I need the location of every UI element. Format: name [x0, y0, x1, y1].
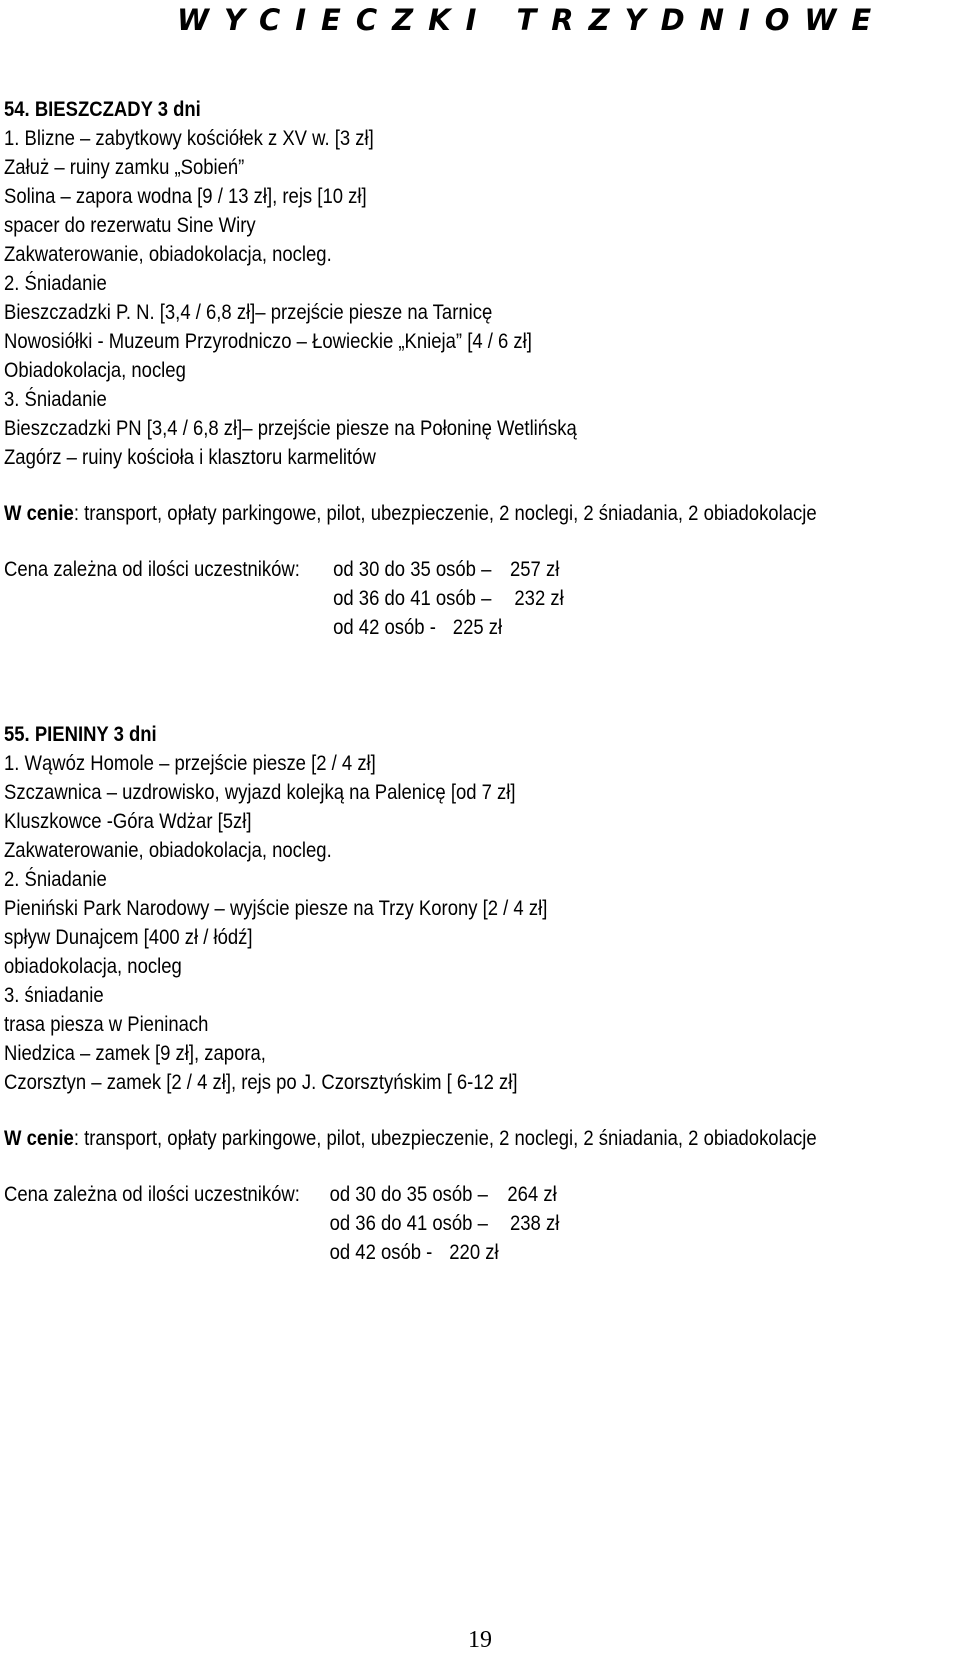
- itinerary-line: spływ Dunajcem [400 zł / łódź]: [4, 926, 253, 949]
- price-row: [4, 1238, 840, 1267]
- itinerary-line: 3. śniadanie: [4, 984, 104, 1007]
- price-amount: 238 zł: [510, 1212, 560, 1235]
- price-includes-text: : transport, opłaty parkingowe, pilot, ubezpieczenie, 2 noclegi, 2 śniadania, 2 obiadokolacje: [73, 502, 817, 525]
- itinerary-line: Pieniński Park Narodowy – wyjście piesze na Trzy Korony [2 / 4 zł]: [4, 897, 548, 920]
- trip-title: 55. PIENINY 3 dni: [4, 723, 157, 746]
- itinerary-line: Kluszkowce -Góra Wdżar [5zł]: [4, 810, 252, 833]
- price-amount: 225 zł: [452, 616, 503, 639]
- price-range: od 42 osób -: [329, 1241, 433, 1264]
- trip-title: 54. BIESZCZADY 3 dni: [4, 98, 201, 121]
- price-lead: Cena zależna od ilości uczestników:: [4, 1183, 300, 1206]
- itinerary-line: 1. Wąwóz Homole – przejście piesze [2 / 4 zł]: [4, 752, 376, 775]
- price-range: od 42 osób -: [333, 616, 436, 639]
- price-lead: Cena zależna od ilości uczestników:: [4, 558, 300, 581]
- itinerary-line: Czorsztyn – zamek [2 / 4 zł], rejs po J. Czorsztyńskim [ 6-12 zł]: [4, 1071, 518, 1094]
- price-range: od 30 do 35 osób –: [333, 558, 492, 581]
- price-amount: 257 zł: [510, 558, 560, 581]
- itinerary-line: 2. Śniadanie: [4, 272, 107, 295]
- price-includes: [4, 499, 840, 528]
- itinerary-line: Załuż – ruiny zamku „Sobień”: [4, 156, 245, 179]
- price-amount: 264 zł: [507, 1183, 557, 1206]
- price-range: od 36 do 41 osób –: [333, 587, 492, 610]
- price-includes-text: : transport, opłaty parkingowe, pilot, ubezpieczenie, 2 noclegi, 2 śniadania, 2 obiadokolacje: [73, 1127, 817, 1150]
- itinerary-line: Zagórz – ruiny kościoła i klasztoru karmelitów: [4, 446, 376, 469]
- price-range: od 30 do 35 osób –: [329, 1183, 488, 1206]
- itinerary-line: 1. Blizne – zabytkowy kościółek z XV w. [3 zł]: [4, 127, 374, 150]
- price-amount: 232 zł: [514, 587, 564, 610]
- price-range: od 36 do 41 osób –: [329, 1212, 488, 1235]
- itinerary-line: Bieszczadzki PN [3,4 / 6,8 zł]– przejście piesze na Połoninę Wetlińską: [4, 417, 577, 440]
- trip-section-pieniny: [4, 720, 954, 1267]
- price-row: [4, 1209, 840, 1238]
- page-header-title: WYCIECZKI TRZYDNIOWE: [177, 3, 887, 37]
- price-amount: 220 zł: [449, 1241, 499, 1264]
- price-row: [4, 584, 840, 613]
- itinerary-line: obiadokolacja, nocleg: [4, 955, 182, 978]
- itinerary-line: Obiadokolacja, nocleg: [4, 359, 186, 382]
- price-row: [4, 1180, 840, 1209]
- itinerary-line: Szczawnica – uzdrowisko, wyjazd kolejką na Palenicę [od 7 zł]: [4, 781, 516, 804]
- itinerary-line: Solina – zapora wodna [9 / 13 zł], rejs [10 zł]: [4, 185, 367, 208]
- price-row: [4, 555, 840, 584]
- price-includes-label: W cenie: [4, 1127, 74, 1150]
- itinerary-line: 2. Śniadanie: [4, 868, 107, 891]
- itinerary-line: Zakwaterowanie, obiadokolacja, nocleg.: [4, 839, 332, 862]
- page-number: 19: [468, 1627, 492, 1653]
- price-row: [4, 613, 840, 642]
- itinerary-line: Bieszczadzki P. N. [3,4 / 6,8 zł]– przejście piesze na Tarnicę: [4, 301, 493, 324]
- itinerary-line: 3. Śniadanie: [4, 388, 107, 411]
- itinerary-line: Niedzica – zamek [9 zł], zapora,: [4, 1042, 266, 1065]
- trip-section-bieszczady: [4, 95, 954, 642]
- price-includes: [4, 1124, 840, 1153]
- itinerary-line: Nowosiółki - Muzeum Przyrodniczo – Łowieckie „Knieja” [4 / 6 zł]: [4, 330, 532, 353]
- itinerary-line: trasa piesza w Pieninach: [4, 1013, 209, 1036]
- itinerary-line: Zakwaterowanie, obiadokolacja, nocleg.: [4, 243, 332, 266]
- price-includes-label: W cenie: [4, 502, 74, 525]
- itinerary-line: spacer do rezerwatu Sine Wiry: [4, 214, 256, 237]
